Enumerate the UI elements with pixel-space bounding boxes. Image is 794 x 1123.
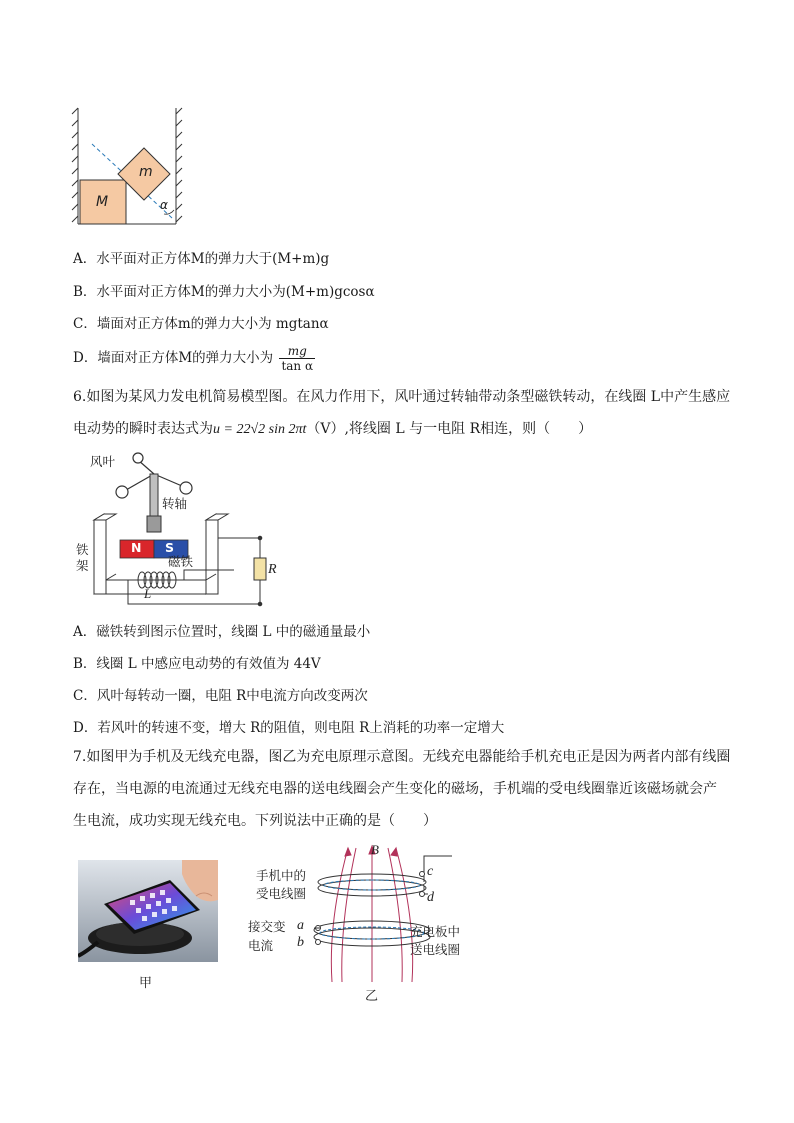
fraction-denominator: tan α (281, 359, 314, 373)
q6-figure-svg (74, 448, 284, 608)
q5-figure-svg (68, 104, 188, 230)
label-m: m (139, 164, 153, 180)
label-ac-1: 接交变 (248, 919, 286, 934)
q7-stem (73, 741, 731, 837)
q6-formula: u = 22√2 sin 2πt (213, 422, 307, 437)
q5-option-c: C．墙面对正方体m的弹力大小为 mgtanα (73, 316, 329, 332)
label-R: R (268, 562, 277, 577)
fraction-numerator: mg (279, 344, 315, 359)
label-tie: 铁 (76, 542, 89, 557)
label-citie: 磁铁 (168, 554, 194, 569)
caption-yi: 乙 (365, 989, 379, 1004)
label-jia: 架 (76, 558, 89, 573)
label-phone-coil-1: 手机中的 (256, 868, 307, 883)
q6-option-a: A．磁铁转到图示位置时，线圈 L 中的磁通量最小 (73, 624, 371, 640)
q6-option-c: C．风叶每转动一圈，电阻 R中电流方向改变两次 (73, 688, 368, 704)
label-ac-2: 电流 (248, 938, 274, 953)
label-a: a (297, 918, 304, 933)
label-pad-1: 充电板中 (410, 924, 461, 939)
q5-option-d (73, 344, 315, 373)
q7-figure-jia (78, 860, 218, 962)
label-d: d (427, 890, 434, 905)
label-L: L (144, 586, 152, 601)
q5-figure (68, 104, 188, 230)
q5-option-a: A．水平面对正方体M的弹力大于(M+m)g (73, 251, 330, 267)
label-N: N (131, 540, 142, 555)
q6-stem (73, 381, 731, 446)
caption-jia: 甲 (139, 976, 153, 991)
q5-option-d-text: D．墙面对正方体M的弹力大小为 (73, 350, 274, 366)
label-b: b (297, 935, 304, 950)
q7-stem-line2: 存在，当电源的电流通过无线充电器的送电线圈会产生变化的磁场，手机端的受电线圈靠近该磁场就会产 (73, 781, 717, 797)
q5-option-b: B．水平面对正方体M的弹力大小为(M+m)gcosα (73, 284, 375, 300)
label-c: c (427, 864, 434, 879)
q6-figure (74, 448, 284, 608)
label-M: M (96, 194, 109, 210)
q6-stem-line2 (73, 413, 725, 446)
q7-figure-yi (246, 842, 476, 1000)
label-zhuanzhou: 转轴 (162, 496, 188, 511)
phone-charger-photo (78, 860, 218, 962)
label-pad-2: 送电线圈 (410, 942, 461, 957)
label-fengye: 风叶 (90, 454, 116, 469)
q6-stem-line2-prefix: 电动势的瞬时表达式为 (73, 421, 213, 437)
q6-stem-line1: 6.如图为某风力发电机简易模型图。在风力作用下，风叶通过转轴带动条型磁铁转动，在线圈 L中产生感应 (73, 389, 731, 405)
label-alpha: α (160, 198, 168, 212)
label-phone-coil-2: 受电线圈 (256, 886, 307, 901)
q6-option-b: B．线圈 L 中感应电动势的有效值为 44V (73, 656, 321, 672)
q7-stem-line1: 7.如图甲为手机及无线充电器，图乙为充电原理示意图。无线充电器能给手机充电正是因为两者内部有线圈 (73, 749, 731, 765)
q6-stem-line2-suffix: （V）,将线圈 L 与一电阻 R相连，则（ ） (306, 421, 593, 437)
q6-option-d: D．若风叶的转速不变，增大 R的阻值，则电阻 R上消耗的功率一定增大 (73, 720, 505, 736)
label-B: B (371, 842, 379, 857)
q7-stem-line3: 生电流，成功实现无线充电。下列说法中正确的是（ ） (73, 813, 437, 829)
q5-option-d-fraction (279, 344, 315, 373)
label-S: S (165, 540, 175, 555)
